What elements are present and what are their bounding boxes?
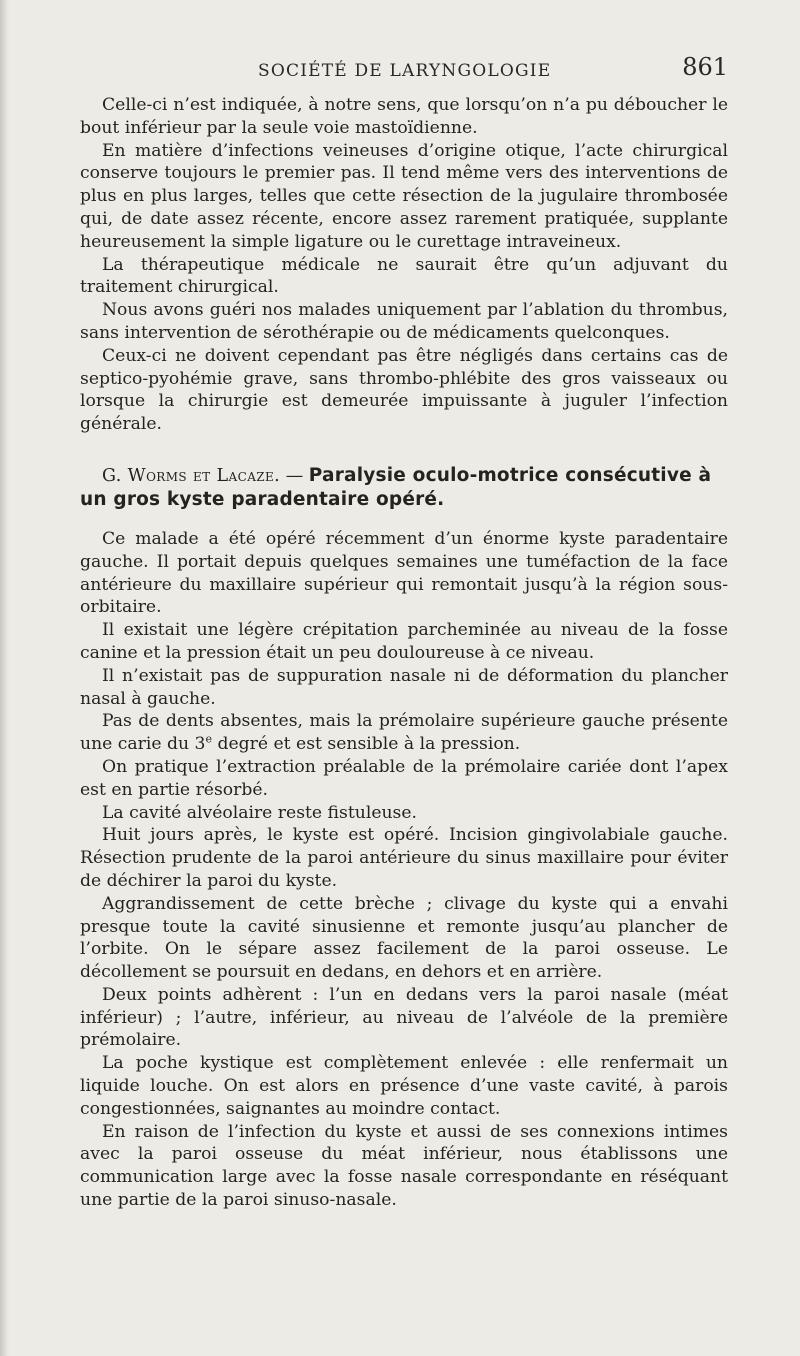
article-body bbox=[80, 528, 728, 1212]
paragraph: La cavité alvéolaire reste fistuleuse. bbox=[102, 802, 418, 823]
running-header bbox=[80, 50, 728, 94]
paragraph: Deux points adhèrent : l’un en dedans vers la paroi nasale (méat inférieur) ; l’autre, inférieur, au niveau de l’alvéole de la première prémolaire. bbox=[80, 984, 728, 1051]
paragraph: Nous avons guéri nos malades uniquement par l’ablation du thrombus, sans intervention de sérothérapie ou de médicaments quelconques. bbox=[80, 300, 728, 343]
running-title: SOCIÉTÉ DE LARYNGOLOGIE bbox=[258, 61, 552, 81]
paragraph: On pratique l’extraction préalable de la prémolaire cariée dont l’apex est en partie résorbé. bbox=[80, 756, 728, 800]
paragraph: Celle-ci n’est indiquée, à notre sens, que lorsqu’on n’a pu déboucher le bout inférieur par la seule voie mastoïdienne. bbox=[80, 95, 728, 138]
paragraph: La poche kystique est complètement enlevée : elle renfermait un liquide louche. On est alors en présence d’une vaste cavité, à parois congestionnées, saignantes au moindre contact. bbox=[80, 1053, 728, 1119]
paragraph: Aggrandissement de cette brèche ; clivage du kyste qui a envahi presque toute la cavité sinusienne et remonte jusqu’au plancher de l’orbite. On le sépare assez facilement de la paroi osseuse. Le décollement se poursuit en dedans, en dehors et en arrière. bbox=[80, 893, 728, 983]
caries-text-after: degré et est sensible à la pression. bbox=[211, 734, 521, 755]
article-title: Paralysie oculo-motrice consécutive à un gros kyste paradentaire opéré. bbox=[80, 464, 712, 510]
intro-section bbox=[80, 94, 728, 436]
heading-dash: — bbox=[280, 465, 309, 486]
paragraph: Ceux-ci ne doivent cependant pas être négligés dans certains cas de septico-pyohémie grave, sans thrombo-phlébite des gros vaisseaux ou lorsque la chirurgie est demeurée impuissante à juguler l’infection générale. bbox=[80, 345, 728, 435]
article-heading bbox=[80, 464, 728, 512]
book-page bbox=[80, 50, 728, 1212]
paragraph: En matière d’infections veineuses d’origine otique, l’acte chirurgical conserve toujours le premier pas. Il tend même vers des interventions de plus en plus larges, telles que cette résection de la jugulaire thrombosée qui, de date assez récente, encore assez rarement pratiquée, supplante heureusement la simple ligature ou le curettage intraveineux. bbox=[80, 140, 728, 252]
paragraph: Ce malade a été opéré récemment d’un énorme kyste paradentaire gauche. Il portait depuis quelques semaines une tuméfaction de la face antérieure du maxillaire supérieur qui remontait jusqu’à la région sous-orbitaire. bbox=[80, 528, 728, 618]
page-binding-edge bbox=[0, 0, 10, 1356]
paragraph: Il existait une légère crépitation parcheminée au niveau de la fosse canine et la pression était un peu douloureuse à ce niveau. bbox=[80, 620, 728, 663]
paragraph: En raison de l’infection du kyste et aussi de ses connexions intimes avec la paroi osseuse du méat inférieur, nous établissons une communication large avec la fosse nasale correspondante en réséquant une partie de la paroi sinuso-nasale. bbox=[80, 1121, 728, 1211]
degree-superscript: e bbox=[205, 732, 212, 746]
paragraph: Il n’existait pas de suppuration nasale ni de déformation du plancher nasal à gauche. bbox=[80, 665, 728, 709]
caries-paragraph bbox=[80, 710, 728, 756]
paragraph: La thérapeutique médicale ne saurait être qu’un adjuvant du traitement chirurgical. bbox=[80, 254, 728, 298]
article-authors: G. Worms et Lacaze. bbox=[102, 465, 281, 486]
caries-text-before: Pas de dents absentes, mais la prémolaire supérieure gauche présente une carie du 3 bbox=[80, 711, 728, 755]
paragraph: Huit jours après, le kyste est opéré. Incision gingivolabiale gauche. Résection prudente de la paroi antérieure du sinus maxillaire pour éviter de déchirer la paroi du kyste. bbox=[80, 825, 728, 891]
page-number: 861 bbox=[682, 53, 728, 81]
